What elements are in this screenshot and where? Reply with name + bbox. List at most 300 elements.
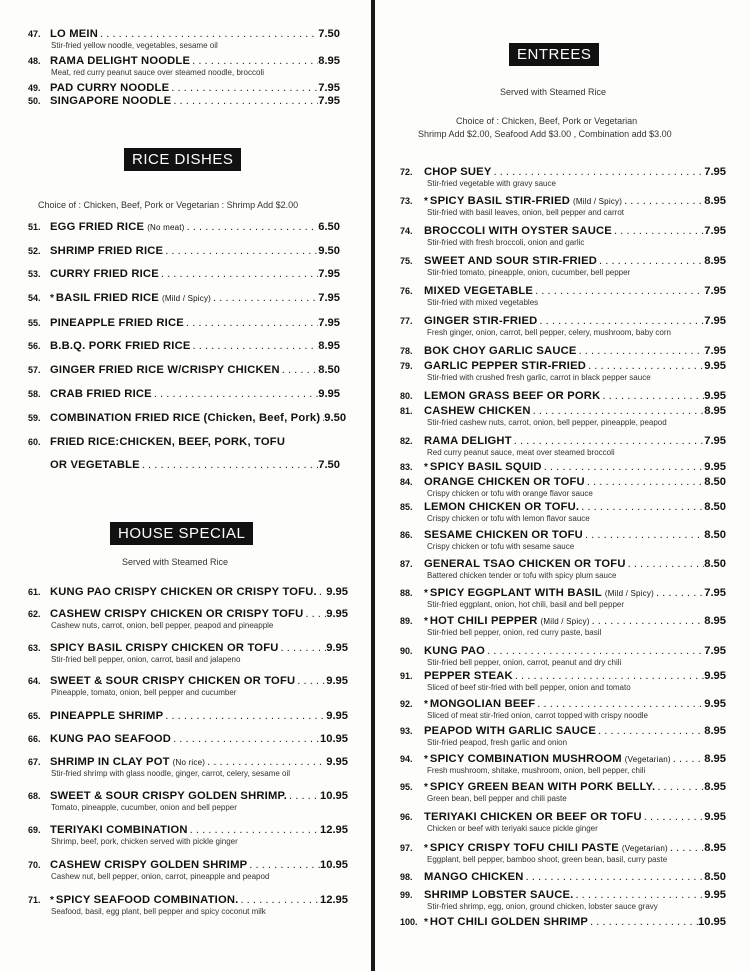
item-number: 78. <box>400 346 413 356</box>
item-price: 9.50 <box>318 245 340 257</box>
leader-dots <box>205 756 326 768</box>
leader-dots <box>597 255 704 267</box>
menu-item <box>28 756 348 778</box>
item-price: 7.95 <box>704 345 726 357</box>
entrees-subtitle: Served with Steamed Rice <box>500 87 607 97</box>
item-price: 7.95 <box>318 268 340 280</box>
item-name: SPICY EGGPLANT WITH BASIL (Mild / Spicy) <box>429 587 654 599</box>
item-number: 54. <box>28 293 41 303</box>
leader-dots <box>159 268 318 280</box>
item-number: 70. <box>28 860 41 870</box>
leader-dots <box>317 586 326 598</box>
item-number: 74. <box>400 226 413 236</box>
item-description: Stir-fried with basil leaves, onion, bell pepper and carrot <box>427 208 624 217</box>
item-description: Stir-fried yellow noodle, vegetables, sesame oil <box>51 41 218 50</box>
item-name: KUNG PAO <box>424 645 486 657</box>
item-number: 72. <box>400 167 413 177</box>
item-price: 6.50 <box>318 221 340 233</box>
entrees-choice-note: Choice of : Chicken, Beef, Pork or Vegetarian <box>456 116 638 126</box>
item-price: 8.95 <box>318 55 340 67</box>
item-name: SPICY BASIL SQUID <box>429 461 542 473</box>
menu-item <box>400 842 726 864</box>
item-name: SESAME CHICKEN OR TOFU <box>424 529 583 541</box>
item-price: 8.95 <box>704 842 726 854</box>
item-number: 85. <box>400 502 413 512</box>
item-tag: (No rice) <box>172 758 206 767</box>
menu-item <box>28 608 348 630</box>
item-price: 10.95 <box>698 916 726 928</box>
menu-item <box>28 388 340 400</box>
item-name: LEMON GRASS BEEF OR PORK <box>424 390 601 402</box>
item-name: GINGER FRIED RICE W/CRISPY CHICKEN <box>50 364 280 376</box>
item-description: Seafood, basil, egg plant, bell pepper and spicy coconut milk <box>51 907 266 916</box>
item-name: HOT CHILI GOLDEN SHRIMP <box>429 916 589 928</box>
item-name: MONGOLIAN BEEF <box>429 698 536 710</box>
spicy-star-mark: * <box>50 293 54 304</box>
item-name: B.B.Q. PORK FRIED RICE <box>50 340 191 352</box>
item-description: Crispy chicken or tofu with sesame sauce <box>427 542 575 551</box>
menu-item <box>28 317 340 329</box>
item-price: 10.95 <box>320 790 348 802</box>
item-price: 9.95 <box>326 675 348 687</box>
item-price: 9.95 <box>326 756 348 768</box>
item-number: 57. <box>28 365 41 375</box>
item-name: COMBINATION FRIED RICE (Chicken, Beef, Pork) <box>50 412 321 424</box>
menu-item <box>400 529 726 551</box>
item-number: 98. <box>400 872 413 882</box>
item-description: Stir-fried vegetable with gravy sauce <box>427 179 556 188</box>
menu-item <box>28 340 340 352</box>
item-description: Stir-fried with crushed fresh garlic, carrot in black pepper sauce <box>427 373 651 382</box>
item-number: 89. <box>400 616 413 626</box>
menu-item <box>28 436 340 448</box>
menu-item <box>28 95 340 107</box>
item-price: 7.50 <box>318 28 340 40</box>
item-price: 9.95 <box>704 670 726 682</box>
menu-item <box>28 221 340 233</box>
item-price: 8.95 <box>704 781 726 793</box>
menu-item <box>28 642 348 664</box>
menu-item <box>400 225 726 247</box>
item-price: 9.50 <box>324 412 347 424</box>
item-tag: (Mild / Spicy) <box>604 589 654 598</box>
item-name: SHRIMP IN CLAY POT (No rice) <box>50 756 206 768</box>
item-name: SPICY GREEN BEAN WITH PORK BELLY. <box>429 781 656 793</box>
item-price: 8.50 <box>704 529 726 541</box>
leader-dots <box>280 364 318 376</box>
entrees-title: ENTREES <box>509 43 599 66</box>
item-price: 9.95 <box>704 461 726 473</box>
leader-dots <box>600 390 704 402</box>
item-price: 8.95 <box>704 255 726 267</box>
menu-item <box>28 292 340 304</box>
column-divider <box>371 0 375 971</box>
item-number: 95. <box>400 782 413 792</box>
item-description: Stir-fried shrimp with glass noodle, ginger, carrot, celery, sesame oil <box>51 769 291 778</box>
leader-dots <box>303 608 326 620</box>
spicy-star-mark: * <box>424 462 428 473</box>
item-number: 94. <box>400 754 413 764</box>
item-description: Stir-fried tomato, pineapple, onion, cucumber, bell pepper <box>427 268 631 277</box>
menu-item <box>400 811 726 833</box>
item-number: 52. <box>28 246 41 256</box>
item-description: Eggplant, bell pepper, bamboo shoot, green bean, basil, curry paste <box>427 855 668 864</box>
menu-item <box>400 781 726 803</box>
leader-dots <box>512 435 704 447</box>
leader-dots <box>586 360 704 372</box>
item-name: SPICY COMBINATION MUSHROOM (Vegetarian) <box>429 753 671 765</box>
leader-dots <box>152 388 318 400</box>
item-name: SWEET AND SOUR STIR-FRIED <box>424 255 598 267</box>
item-tag: (Mild / Spicy) <box>540 617 590 626</box>
item-price: 10.95 <box>320 859 348 871</box>
item-description: Stir-fried peapod, fresh garlic and onion <box>427 738 568 747</box>
menu-item <box>400 166 726 188</box>
item-price: 9.95 <box>704 360 726 372</box>
item-number: 97. <box>400 843 413 853</box>
item-price: 8.50 <box>318 364 340 376</box>
leader-dots <box>185 221 319 233</box>
menu-item <box>400 889 726 911</box>
item-price: 7.95 <box>704 285 726 297</box>
item-number: 76. <box>400 286 413 296</box>
item-name: PINEAPPLE SHRIMP <box>50 710 164 722</box>
leader-dots <box>622 195 704 207</box>
item-name: FRIED RICE:CHICKEN, BEEF, PORK, TOFU <box>50 436 286 448</box>
menu-item <box>28 268 340 280</box>
item-price: 9.95 <box>704 390 726 402</box>
menu-item <box>400 285 726 307</box>
menu-item <box>400 461 726 473</box>
leader-dots <box>169 82 318 94</box>
item-name: GINGER STIR-FRIED <box>424 315 538 327</box>
leader-dots <box>596 725 704 737</box>
item-number: 84. <box>400 477 413 487</box>
item-price: 7.95 <box>318 82 340 94</box>
leader-dots <box>485 645 704 657</box>
item-price: 10.95 <box>320 733 348 745</box>
leader-dots <box>163 710 326 722</box>
spicy-star-mark: * <box>424 616 428 627</box>
item-name: LEMON CHICKEN OR TOFU. <box>424 501 580 513</box>
item-number: 64. <box>28 676 41 686</box>
leader-dots <box>537 315 704 327</box>
spicy-star-mark: * <box>424 843 428 854</box>
item-price: 9.95 <box>704 889 726 901</box>
spicy-star-mark: * <box>424 588 428 599</box>
menu-item <box>400 587 726 609</box>
item-number: 88. <box>400 588 413 598</box>
item-name: PEPPER STEAK <box>424 670 513 682</box>
item-name: BASIL FRIED RICE (Mild / Spicy) <box>55 292 212 304</box>
menu-item <box>28 824 348 846</box>
leader-dots <box>531 405 705 417</box>
item-number: 58. <box>28 389 41 399</box>
leader-dots <box>295 675 326 687</box>
item-number: 79. <box>400 361 413 371</box>
item-number: 80. <box>400 391 413 401</box>
item-price: 7.95 <box>704 225 726 237</box>
item-number: 48. <box>28 56 41 66</box>
menu-item <box>400 753 726 775</box>
item-description: Stir-fried eggplant, onion, hot chili, basil and bell pepper <box>427 600 625 609</box>
item-price: 7.95 <box>318 317 340 329</box>
item-tag: (Mild / Spicy) <box>161 294 212 303</box>
item-description: Shrimp, beef, pork, chicken served with pickle ginger <box>51 837 238 846</box>
item-number: 55. <box>28 318 41 328</box>
spicy-star-mark: * <box>424 754 428 765</box>
leader-dots <box>191 340 319 352</box>
item-price: 7.95 <box>318 292 340 304</box>
spicy-star-mark: * <box>424 196 428 207</box>
item-price: 9.95 <box>326 608 348 620</box>
item-description: Stir-fried shrimp, egg, onion, ground chicken, lobster sauce gravy <box>427 902 658 911</box>
item-name: HOT CHILI PEPPER (Mild / Spicy) <box>429 615 590 627</box>
menu-item <box>400 725 726 747</box>
item-name: KUNG PAO SEAFOOD <box>50 733 172 745</box>
leader-dots <box>579 501 704 513</box>
item-name: CURRY FRIED RICE <box>50 268 159 280</box>
item-number: 67. <box>28 757 41 767</box>
leader-dots <box>211 292 318 304</box>
leader-dots <box>98 28 318 40</box>
item-description: Cashew nuts, carrot, onion, bell pepper, peapod and pineapple <box>51 621 274 630</box>
item-number: 86. <box>400 530 413 540</box>
leader-dots <box>590 615 705 627</box>
item-number: 100. <box>400 917 418 927</box>
item-number: 60. <box>28 437 41 447</box>
item-number: 83. <box>400 462 413 472</box>
item-number: 91. <box>400 671 413 681</box>
leader-dots <box>524 871 705 883</box>
item-price: 7.95 <box>704 315 726 327</box>
item-description: Sliced of meat stir-fried onion, carrot topped with crispy noodle <box>427 711 648 720</box>
item-number: 50. <box>28 96 41 106</box>
item-description: Stir-fried bell pepper, onion, red curry paste, basil <box>427 628 602 637</box>
house-subtitle: Served with Steamed Rice <box>122 557 229 567</box>
item-number: 69. <box>28 825 41 835</box>
menu-item <box>28 710 348 722</box>
rice-continuation: OR VEGETABLE . . . 7.50 <box>50 459 340 471</box>
leader-dots <box>588 916 698 928</box>
item-name: TERIYAKI CHICKEN OR BEEF OR TOFU <box>424 811 642 823</box>
item-price: 7.95 <box>704 435 726 447</box>
item-name: CASHEW CRISPY GOLDEN SHRIMP <box>50 859 248 871</box>
item-description: Fresh ginger, onion, carrot, bell pepper, celery, mushroom, baby corn <box>427 328 671 337</box>
item-price: 8.50 <box>704 476 726 488</box>
menu-item <box>400 315 726 337</box>
item-price: 9.95 <box>704 811 726 823</box>
item-number: 63. <box>28 643 41 653</box>
item-price: 12.95 <box>320 894 348 906</box>
leader-dots <box>190 55 318 67</box>
leader-dots <box>542 461 705 473</box>
item-price: 8.50 <box>704 558 726 570</box>
item-description: Meat, red curry peanut sauce over steamed noodle, broccoli <box>51 68 265 77</box>
spicy-star-mark: * <box>424 917 428 928</box>
leader-dots <box>612 225 704 237</box>
menu-item <box>28 894 348 916</box>
item-tag: (Mild / Spicy) <box>573 197 623 206</box>
item-description: Stir-fried with mixed vegetables <box>427 298 539 307</box>
item-description: Chicken or beef with teriyaki sauce pickle ginger <box>427 824 598 833</box>
item-name: CRAB FRIED RICE <box>50 388 152 400</box>
spicy-star-mark: * <box>424 699 428 710</box>
menu-item <box>28 28 340 50</box>
menu-item <box>400 645 726 667</box>
item-price: 12.95 <box>320 824 348 836</box>
item-name: SWEET & SOUR CRISPY GOLDEN SHRIMP. <box>50 790 288 802</box>
leader-dots <box>247 859 320 871</box>
menu-item <box>400 390 726 402</box>
item-price: 8.50 <box>704 501 726 513</box>
rice-dishes-title: RICE DISHES <box>124 148 241 171</box>
item-number: 77. <box>400 316 413 326</box>
item-number: 66. <box>28 734 41 744</box>
menu-item <box>400 698 726 720</box>
item-price: 8.95 <box>704 725 726 737</box>
item-number: 71. <box>28 895 41 905</box>
item-name: SPICY SEAFOOD COMBINATION. <box>55 894 239 906</box>
item-name: PEAPOD WITH GARLIC SAUCE <box>424 725 596 737</box>
menu-item <box>28 790 348 812</box>
item-name: EGG FRIED RICE (No meat) <box>50 221 185 233</box>
item-name: SWEET & SOUR CRISPY CHICKEN OR TOFU <box>50 675 296 687</box>
spicy-star-mark: * <box>424 782 428 793</box>
item-price: 8.50 <box>704 871 726 883</box>
item-number: 96. <box>400 812 413 822</box>
item-number: 82. <box>400 436 413 446</box>
item-description: Sliced of beef stir-fried with bell pepper, onion and tomato <box>427 683 631 692</box>
leader-dots <box>655 781 704 793</box>
leader-dots <box>573 889 704 901</box>
menu-item <box>28 245 340 257</box>
item-number: 49. <box>28 83 41 93</box>
rice-choice-note: Choice of : Chicken, Beef, Pork or Vegetarian : Shrimp Add $2.00 <box>38 200 299 210</box>
item-name: CHOP SUEY <box>424 166 492 178</box>
item-number: 73. <box>400 196 413 206</box>
item-description: Tomato, pineapple, cucumber, onion and bell pepper <box>51 803 237 812</box>
item-number: 62. <box>28 609 41 619</box>
item-number: 87. <box>400 559 413 569</box>
leader-dots <box>654 587 704 599</box>
item-tag: (Vegetarian) <box>621 844 668 853</box>
item-number: 68. <box>28 791 41 801</box>
menu-item <box>28 82 340 94</box>
spicy-star-mark: * <box>50 895 54 906</box>
menu-item <box>400 435 726 457</box>
menu-item <box>28 586 348 598</box>
item-description: Stir-fried cashew nuts, carrot, onion, bell pepper, pineapple, peapod <box>427 418 667 427</box>
item-description: Stir-fried with fresh broccoli, onion and garlic <box>427 238 585 247</box>
item-price: 9.95 <box>318 388 340 400</box>
item-price: 7.95 <box>704 166 726 178</box>
leader-dots <box>626 558 705 570</box>
item-name: BROCCOLI WITH OYSTER SAUCE <box>424 225 612 237</box>
menu-item <box>400 476 726 498</box>
leader-dots <box>492 166 705 178</box>
item-number: 93. <box>400 726 413 736</box>
menu-item <box>400 501 726 523</box>
item-price: 8.95 <box>704 753 726 765</box>
leader-dots <box>279 642 327 654</box>
item-name: ORANGE CHICKEN OR TOFU <box>424 476 585 488</box>
item-description: Crispy chicken or tofu with orange flavor sauce <box>427 489 593 498</box>
menu-item <box>28 55 340 77</box>
item-name: SHRIMP LOBSTER SAUCE. <box>424 889 574 901</box>
menu-item <box>400 405 726 427</box>
item-price: 9.95 <box>326 586 348 598</box>
item-name: BOK CHOY GARLIC SAUCE <box>424 345 577 357</box>
item-name: SPICY CRISPY TOFU CHILI PASTE (Vegetarian) <box>429 842 668 854</box>
leader-dots <box>171 733 320 745</box>
entrees-addons-note: Shrimp Add $2.00, Seafood Add $3.00 , Combination add $3.00 <box>418 129 672 139</box>
leader-dots <box>163 245 318 257</box>
item-description: Fresh mushroom, shitake, mushroom, onion, bell pepper, chili <box>427 766 646 775</box>
menu-item <box>400 615 726 637</box>
leader-dots <box>583 529 704 541</box>
item-number: 47. <box>28 29 41 39</box>
item-price: 7.95 <box>318 95 340 107</box>
item-price: 7.95 <box>704 587 726 599</box>
item-description: Red curry peanut sauce, meat over steamed broccoli <box>427 448 615 457</box>
item-name: MIXED VEGETABLE <box>424 285 534 297</box>
item-number: 99. <box>400 890 413 900</box>
item-name: RAMA DELIGHT NOODLE <box>50 55 191 67</box>
leader-dots <box>577 345 705 357</box>
house-special-title: HOUSE SPECIAL <box>110 522 253 545</box>
leader-dots <box>533 285 704 297</box>
item-number: 65. <box>28 711 41 721</box>
item-name: SINGAPORE NOODLE <box>50 95 172 107</box>
leader-dots <box>671 753 704 765</box>
item-description: Battered chicken tender or tofu with spicy plum sauce <box>427 571 617 580</box>
item-number: 81. <box>400 406 413 416</box>
menu-item <box>400 558 726 580</box>
item-name: SPICY BASIL CRISPY CHICKEN OR TOFU <box>50 642 279 654</box>
item-name: GARLIC PEPPER STIR-FRIED <box>424 360 587 372</box>
leader-dots <box>188 824 320 836</box>
menu-item <box>28 364 340 376</box>
item-name: PINEAPPLE FRIED RICE <box>50 317 184 329</box>
item-number: 75. <box>400 256 413 266</box>
item-description: Pineapple, tomato, onion, bell pepper and cucumber <box>51 688 237 697</box>
item-number: 56. <box>28 341 41 351</box>
leader-dots <box>238 894 320 906</box>
leader-dots <box>184 317 318 329</box>
item-description: Stir-fried bell pepper, onion, carrot, basil and jalapeno <box>51 655 241 664</box>
item-description: Green bean, bell pepper and chili paste <box>427 794 567 803</box>
item-name: GENERAL TSAO CHICKEN OR TOFU <box>424 558 626 570</box>
item-price: 7.95 <box>704 645 726 657</box>
item-tag: (No meat) <box>147 223 185 232</box>
item-name: RAMA DELIGHT <box>424 435 512 447</box>
item-price: 8.95 <box>704 405 726 417</box>
item-name: CASHEW CRISPY CHICKEN OR CRISPY TOFU <box>50 608 304 620</box>
menu-item <box>400 255 726 277</box>
menu-item <box>400 916 726 928</box>
item-price: 9.95 <box>326 642 348 654</box>
leader-dots <box>642 811 704 823</box>
item-description: Cashew nut, bell pepper, onion, carrot, pineapple and peapod <box>51 872 270 881</box>
item-name: LO MEIN <box>50 28 99 40</box>
item-name: PAD CURRY NOODLE <box>50 82 170 94</box>
item-description: Stir-fried bell pepper, onion, carrot, peanut and dry chili <box>427 658 622 667</box>
item-number: 61. <box>28 587 41 597</box>
item-price: 8.95 <box>704 195 726 207</box>
item-number: 53. <box>28 269 41 279</box>
item-tag: (Vegetarian) <box>624 755 671 764</box>
